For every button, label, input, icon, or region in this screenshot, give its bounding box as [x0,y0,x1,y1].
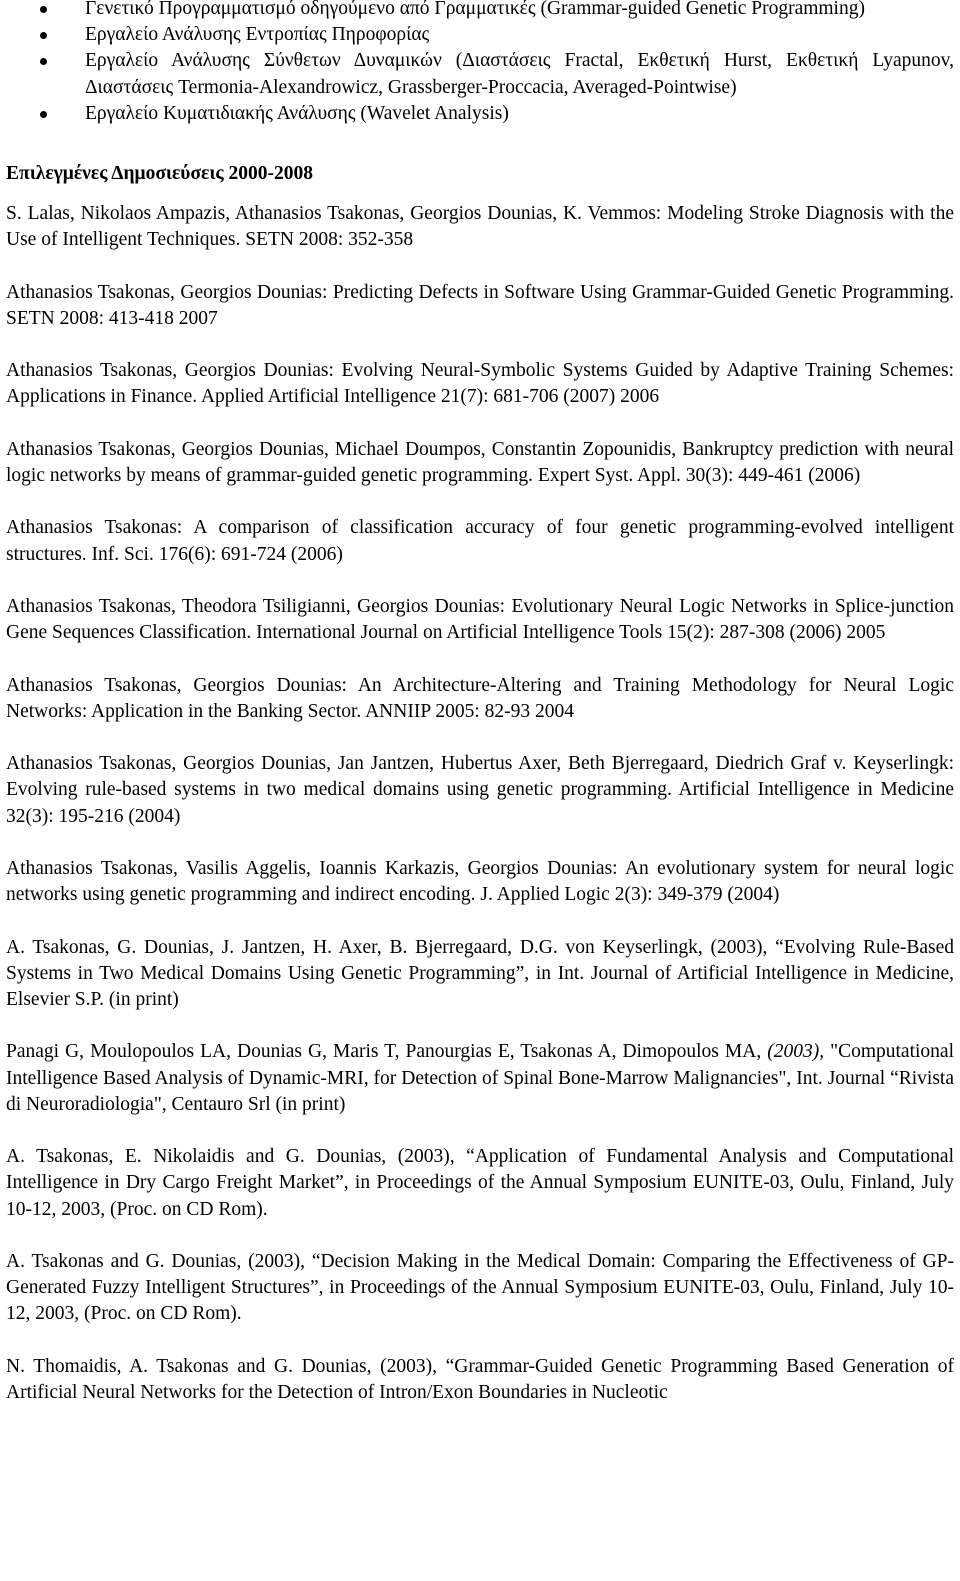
bullet-icon [40,58,47,65]
publication-entry: A. Tsakonas and G. Dounias, (2003), “Decision Making in the Medical Domain: Comparing the Effectiveness of GP-Generated Fuzzy Intelligent Structures”, in Proceedings of the Annual Symposium EUNITE-03, Oulu, Finland, July 10-12, 2003, (Proc. on CD Rom). [6,1250,954,1325]
publication-entry: Athanasios Tsakonas, Georgios Dounias: Predicting Defects in Software Using Grammar-Guided Genetic Programming. SETN 2008: 413-418 2007 [6,281,954,329]
publication-entry: Athanasios Tsakonas, Vasilis Aggelis, Ioannis Karkazis, Georgios Dounias: An evolutionary system for neural logic networks using genetic programming and indirect encoding. J. Applied Logic 2(3): 349-379 (2004) [6,857,954,906]
publication-rest: "Computational Intelligence Based Analysis of Dynamic-MRI, for Detection of Spinal Bone-Marrow Malignancies", Int. Journal “Rivista di Neuroradiologia", Centauro Srl (in print) [6,1041,954,1115]
publication-entry [6,1039,954,1118]
publication-entry: S. Lalas, Nikolaos Ampazis, Athanasios Tsakonas, Georgios Dounias, K. Vemmos: Modeling Stroke Diagnosis with the Use of Intelligent Techniques. SETN 2008: 352-358 [6,203,954,251]
publication-entry: Athanasios Tsakonas, Georgios Dounias: An Architecture-Altering and Training Methodology for Neural Logic Networks: Application in the Banking Sector. ANNIIP 2005: 82-93 2004 [6,674,954,722]
publication-entry: A. Tsakonas, G. Dounias, J. Jantzen, H. Axer, B. Bjerregaard, D.G. von Keyserlingk, (2003), “Evolving Rule-Based Systems in Two Medical Domains Using Genetic Programming”, in Int. Journal of Artificial Intelligence in Medicine, Elsevier S.P. (in print) [6,936,954,1010]
publication-entry: N. Thomaidis, A. Tsakonas and G. Dounias, (2003), “Grammar-Guided Genetic Programming Based Generation of Artificial Neural Networks for the Detection of Intron/Exon Boundaries in Nucleotic [6,1355,954,1403]
publication-authors: Panagi G, Moulopoulos LA, Dounias G, Maris T, Panourgias E, Tsakonas A, Dimopoulos MA, [6,1041,762,1063]
bullet-icon [40,32,47,39]
document-page [6,0,954,1406]
section-title: Επιλεγμένες Δημοσιεύσεις 2000-2008 [6,163,314,185]
bullet-icon [40,111,47,118]
tools-list [6,0,954,127]
bullet-icon [40,6,47,13]
publication-entry: Athanasios Tsakonas: A comparison of classification accuracy of four genetic programming-evolved intelligent structures. Inf. Sci. 176(6): 691-724 (2006) [6,517,954,565]
list-item: Εργαλείο Ανάλυσης Σύνθετων Δυναμικών (Διαστάσεις Fractal, Εκθετική Hurst, Εκθετική Lyapunov, Διαστάσεις Termonia-Alexandrowicz, Grassberger-Proccacia, Averaged-Pointwise) [6,48,954,100]
publication-entry: Athanasios Tsakonas, Theodora Tsiligianni, Georgios Dounias: Evolutionary Neural Logic Networks in Splice-junction Gene Sequences Classification. International Journal on Artificial Intelligence Tools 15(2): 287-308 (2006) 2005 [6,595,954,644]
list-item: Γενετικό Προγραμματισμό οδηγούμενο από Γραμματικές (Grammar-guided Genetic Programming) [6,0,954,22]
publication-year: (2003), [761,1041,825,1063]
list-item: Εργαλείο Κυματιδιακής Ανάλυσης (Wavelet Analysis) [6,101,954,127]
publication-entry: A. Tsakonas, E. Nikolaidis and G. Dounias, (2003), “Application of Fundamental Analysis and Computational Intelligence in Dry Cargo Freight Market”, in Proceedings of the Annual Symposium EUNITE-03, Oulu, Finland, July 10-12, 2003, (Proc. on CD Rom). [6,1146,954,1220]
publication-entry: Athanasios Tsakonas, Georgios Dounias: Evolving Neural-Symbolic Systems Guided by Adaptive Training Schemes: Applications in Finance. Applied Artificial Intelligence 21(7): 681-706 (2007) 2006 [6,360,954,408]
list-item: Εργαλείο Ανάλυσης Εντροπίας Πηροφορίας [6,22,954,48]
publication-entry: Athanasios Tsakonas, Georgios Dounias, Michael Doumpos, Constantin Zopounidis, Bankruptcy prediction with neural logic networks by means of grammar-guided genetic programming. Expert Syst. Appl. 30(3): 449-461 (2006) [6,438,954,486]
publication-entry: Athanasios Tsakonas, Georgios Dounias, Jan Jantzen, Hubertus Axer, Beth Bjerregaard, Diedrich Graf v. Keyserlingk: Evolving rule-based systems in two medical domains using genetic programming. Artificial Intelligence in Medicine 32(3): 195-216 (2004) [6,753,954,827]
